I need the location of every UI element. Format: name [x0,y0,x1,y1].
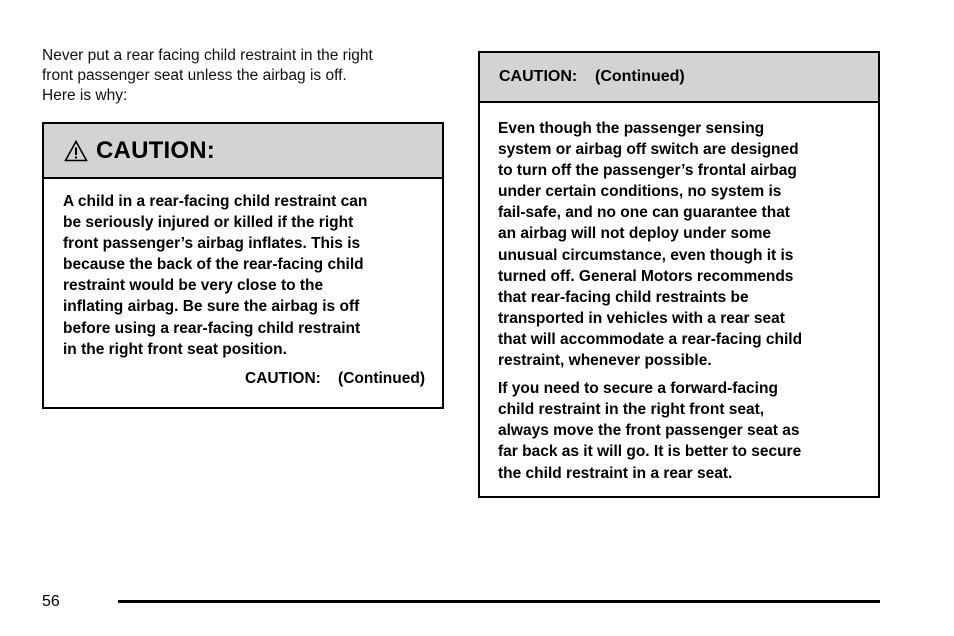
caution-line: fail-safe, and no one can guarantee that [498,204,790,222]
caution-line: before using a rear-facing child restraint [63,319,361,337]
caution-continued-box [478,51,880,498]
warning-triangle-icon [64,140,88,162]
continued-label: CAUTION: (Continued) [245,370,425,387]
caution-paragraph [498,118,878,371]
caution-line: because the back of the rear-facing child [63,256,364,274]
caution-line: always move the front passenger seat as [498,422,800,440]
caution-line: front passenger’s airbag inflates. This is [63,235,361,253]
caution-line: inflating airbag. Be sure the airbag is off [63,298,360,316]
caution-paragraph [498,378,878,483]
caution-line: under certain conditions, no system is [498,183,782,201]
caution-continued-body [480,103,878,484]
caution-line: restraint, whenever possible. [498,352,712,370]
caution-title: CAUTION: [96,136,215,164]
caution-line: that will accommodate a rear-facing child [498,330,803,348]
caution-line: A child in a rear-facing child restraint can [63,193,368,210]
caution-line: system or airbag off switch are designed [498,141,799,159]
page-number: 56 [42,593,60,610]
caution-line: restraint would be very close to the [63,277,324,295]
caution-line: far back as it will go. It is better to secure [498,443,802,461]
caution-line: the child restraint in a rear seat. [498,464,733,482]
caution-line: transported in vehicles with a rear seat [498,309,785,327]
intro-line: Never put a rear facing child restraint in the right [42,47,373,64]
caution-line: If you need to secure a forward-facing [498,380,778,398]
caution-box [42,122,444,409]
caution-continued-title: CAUTION: (Continued) [499,68,685,85]
caution-line: to turn off the passenger’s frontal airbag [498,162,797,180]
caution-line: be seriously injured or killed if the right [63,214,354,232]
intro-paragraph [42,46,437,106]
caution-line: unusual circumstance, even though it is [498,246,794,264]
intro-line: Here is why: [42,87,128,104]
caution-line: in the right front seat position. [63,340,287,358]
footer-rule [118,600,880,603]
caution-line: an airbag will not deploy under some [498,225,772,243]
caution-continued-header [480,53,878,103]
intro-line: front passenger seat unless the airbag is off. [42,67,347,84]
caution-line: Even though the passenger sensing [498,120,765,137]
caution-body [44,179,442,360]
caution-line: turned off. General Motors recommends [498,267,794,285]
caution-line: that rear-facing child restraints be [498,288,749,306]
caution-line: child restraint in the right front seat, [498,401,765,419]
caution-header [44,124,442,179]
